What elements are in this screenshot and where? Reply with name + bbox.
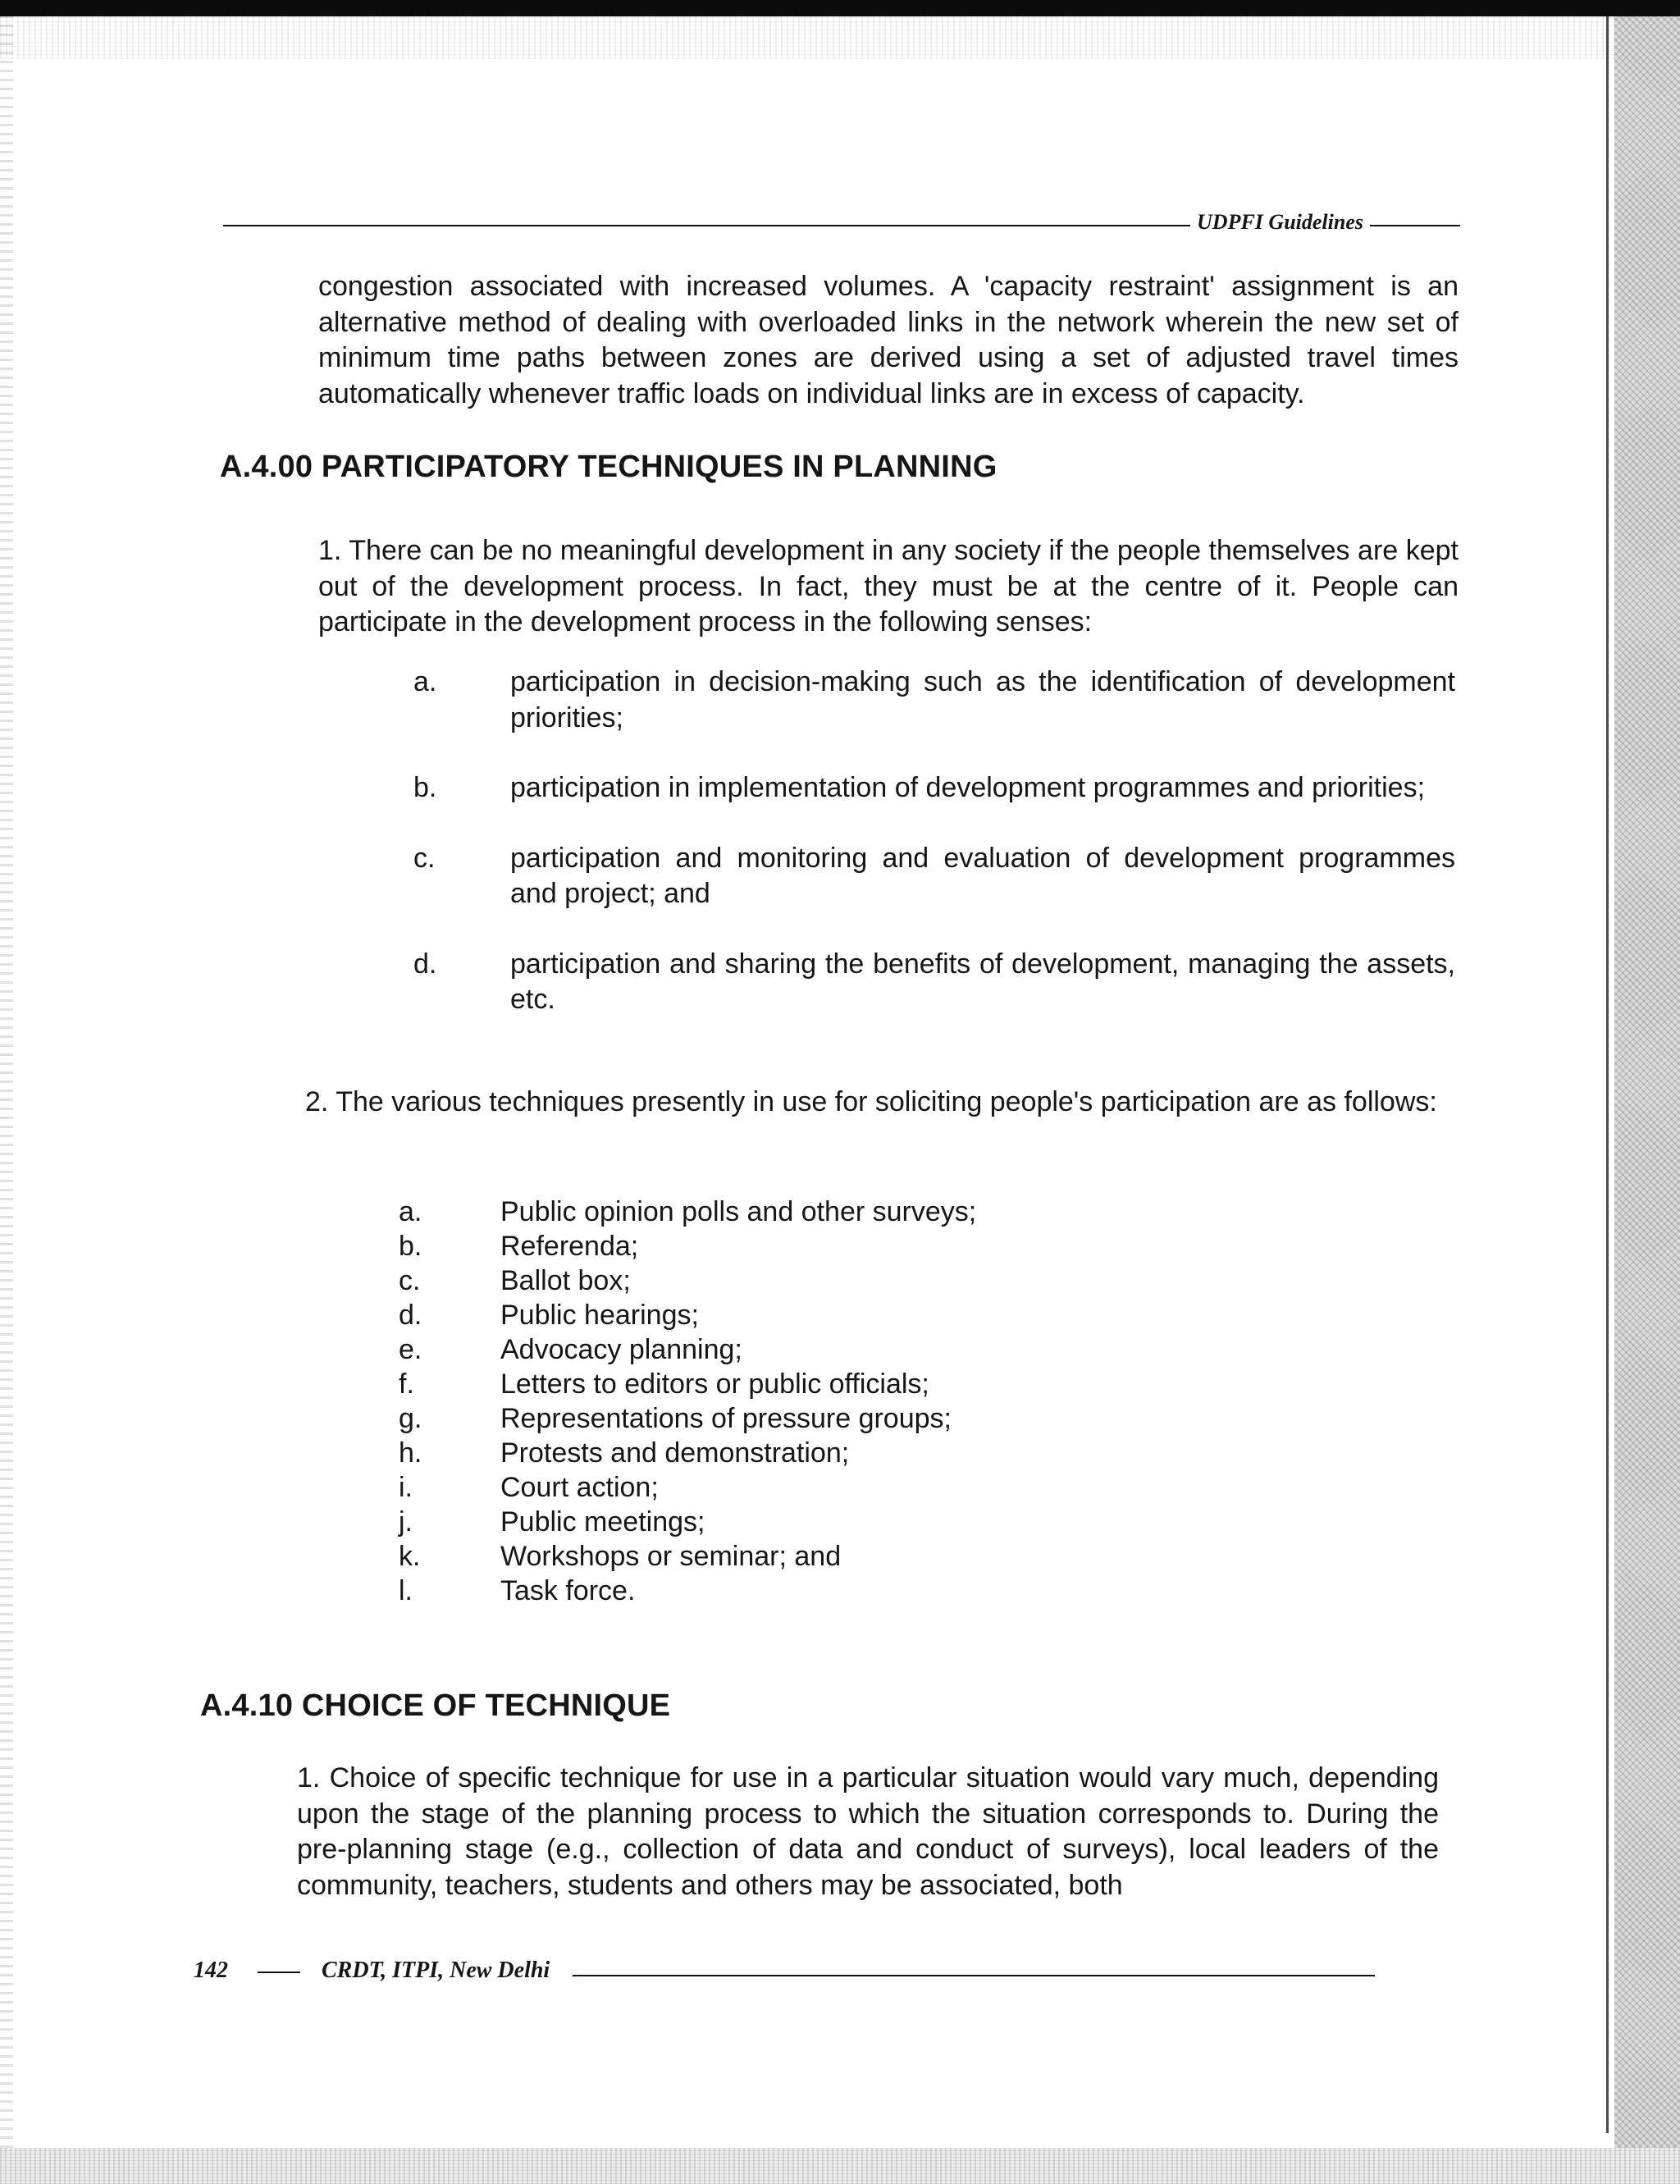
running-header bbox=[223, 208, 1460, 241]
list-marker: j. bbox=[399, 1506, 413, 1537]
list-item-text: Court action; bbox=[500, 1472, 659, 1503]
list-item bbox=[399, 1265, 1137, 1300]
list-item bbox=[399, 1368, 1137, 1403]
scan-left-edge bbox=[0, 16, 13, 2184]
list-item bbox=[413, 841, 1455, 912]
page-right-edge bbox=[1606, 16, 1609, 2133]
list-marker: a. bbox=[399, 1196, 422, 1227]
list-item bbox=[399, 1334, 1137, 1368]
list-item bbox=[413, 665, 1455, 736]
footer-rule bbox=[573, 1975, 1375, 1976]
intro-paragraph: congestion associated with increased volumes. A 'capacity restraint' assignment is an alternative method of dealing with overloaded links in the network wherein the new set of minimum time paths between zones are derived using a set of adjusted travel times automatically whenever traffic loads on individual links are in excess of capacity. bbox=[318, 271, 1459, 409]
participation-senses-list bbox=[413, 665, 1455, 1053]
section-heading-participatory: A.4.00 PARTICIPATORY TECHNIQUES IN PLANNING bbox=[220, 450, 998, 484]
list-item-text: Letters to editors or public officials; bbox=[500, 1368, 929, 1400]
list-item bbox=[399, 1472, 1137, 1506]
page-footer bbox=[194, 1958, 1375, 1990]
footer-dash bbox=[258, 1972, 300, 1973]
choice-paragraph-1: 1. Choice of specific technique for use in a particular situation would vary much, depending upon the stage of the planning process to which the situation corresponds to. During the pre-planning stage (e.g., collection of data and conduct of surveys), local leaders of the community, teachers, students and others may be associated, both bbox=[297, 1762, 1439, 1901]
list-item-text: participation and monitoring and evaluation of development programmes and project; and bbox=[510, 842, 1455, 910]
list-marker: b. bbox=[413, 772, 437, 804]
list-marker: i. bbox=[399, 1472, 413, 1503]
list-item bbox=[399, 1231, 1137, 1265]
list-marker: c. bbox=[399, 1265, 421, 1296]
page-number: 142 bbox=[194, 1958, 228, 1983]
participatory-paragraph-1: 1. There can be no meaningful development in any society if the people themselves are kept out of the development process. In fact, they must be at the centre of it. People can participate in the development process in the following senses: bbox=[318, 535, 1459, 638]
list-item bbox=[399, 1300, 1137, 1334]
section-heading-choice: A.4.10 CHOICE OF TECHNIQUE bbox=[200, 1688, 671, 1723]
list-item bbox=[399, 1403, 1137, 1437]
list-item-text: Referenda; bbox=[500, 1231, 639, 1262]
list-marker: g. bbox=[399, 1403, 422, 1434]
list-item-text: Public opinion polls and other surveys; bbox=[500, 1196, 977, 1227]
list-item-text: Public hearings; bbox=[500, 1300, 699, 1331]
footer-organization: CRDT, ITPI, New Delhi bbox=[322, 1958, 550, 1983]
list-item-text: Public meetings; bbox=[500, 1506, 705, 1537]
list-marker: l. bbox=[399, 1575, 413, 1606]
scan-top-border bbox=[0, 0, 1680, 16]
list-marker: k. bbox=[399, 1541, 421, 1572]
list-item bbox=[399, 1506, 1137, 1541]
list-item bbox=[399, 1541, 1137, 1575]
list-marker: f. bbox=[399, 1368, 414, 1400]
list-item bbox=[399, 1575, 1137, 1610]
list-item-text: participation and sharing the benefits of development, managing the assets, etc. bbox=[510, 948, 1455, 1016]
list-item bbox=[413, 947, 1455, 1018]
list-marker: b. bbox=[399, 1231, 422, 1262]
scan-bottom-border bbox=[0, 2148, 1680, 2184]
list-item bbox=[399, 1437, 1137, 1472]
list-item-text: Protests and demonstration; bbox=[500, 1437, 850, 1469]
list-item-text: Ballot box; bbox=[500, 1265, 631, 1296]
list-marker: d. bbox=[399, 1300, 422, 1331]
list-item bbox=[413, 770, 1455, 806]
list-marker: a. bbox=[413, 666, 437, 697]
techniques-list bbox=[399, 1196, 1137, 1610]
list-item-text: Workshops or seminar; and bbox=[500, 1541, 842, 1572]
list-marker: d. bbox=[413, 948, 437, 980]
list-item bbox=[399, 1196, 1137, 1231]
list-item-text: participation in implementation of development programmes and priorities; bbox=[510, 772, 1426, 804]
list-item-text: participation in decision-making such as the identification of development priorities; bbox=[510, 666, 1455, 733]
list-marker: h. bbox=[399, 1437, 422, 1469]
list-marker: c. bbox=[413, 842, 436, 874]
running-title: UDPFI Guidelines bbox=[1190, 210, 1370, 235]
scan-right-border bbox=[1614, 16, 1680, 2184]
list-item-text: Representations of pressure groups; bbox=[500, 1403, 952, 1434]
list-item-text: Task force. bbox=[500, 1575, 636, 1606]
participatory-paragraph-2: 2. The various techniques presently in use for soliciting people's participation are as follows: bbox=[305, 1086, 1437, 1117]
scan-top-grain bbox=[0, 16, 1680, 59]
list-marker: e. bbox=[399, 1334, 422, 1365]
list-item-text: Advocacy planning; bbox=[500, 1334, 742, 1365]
